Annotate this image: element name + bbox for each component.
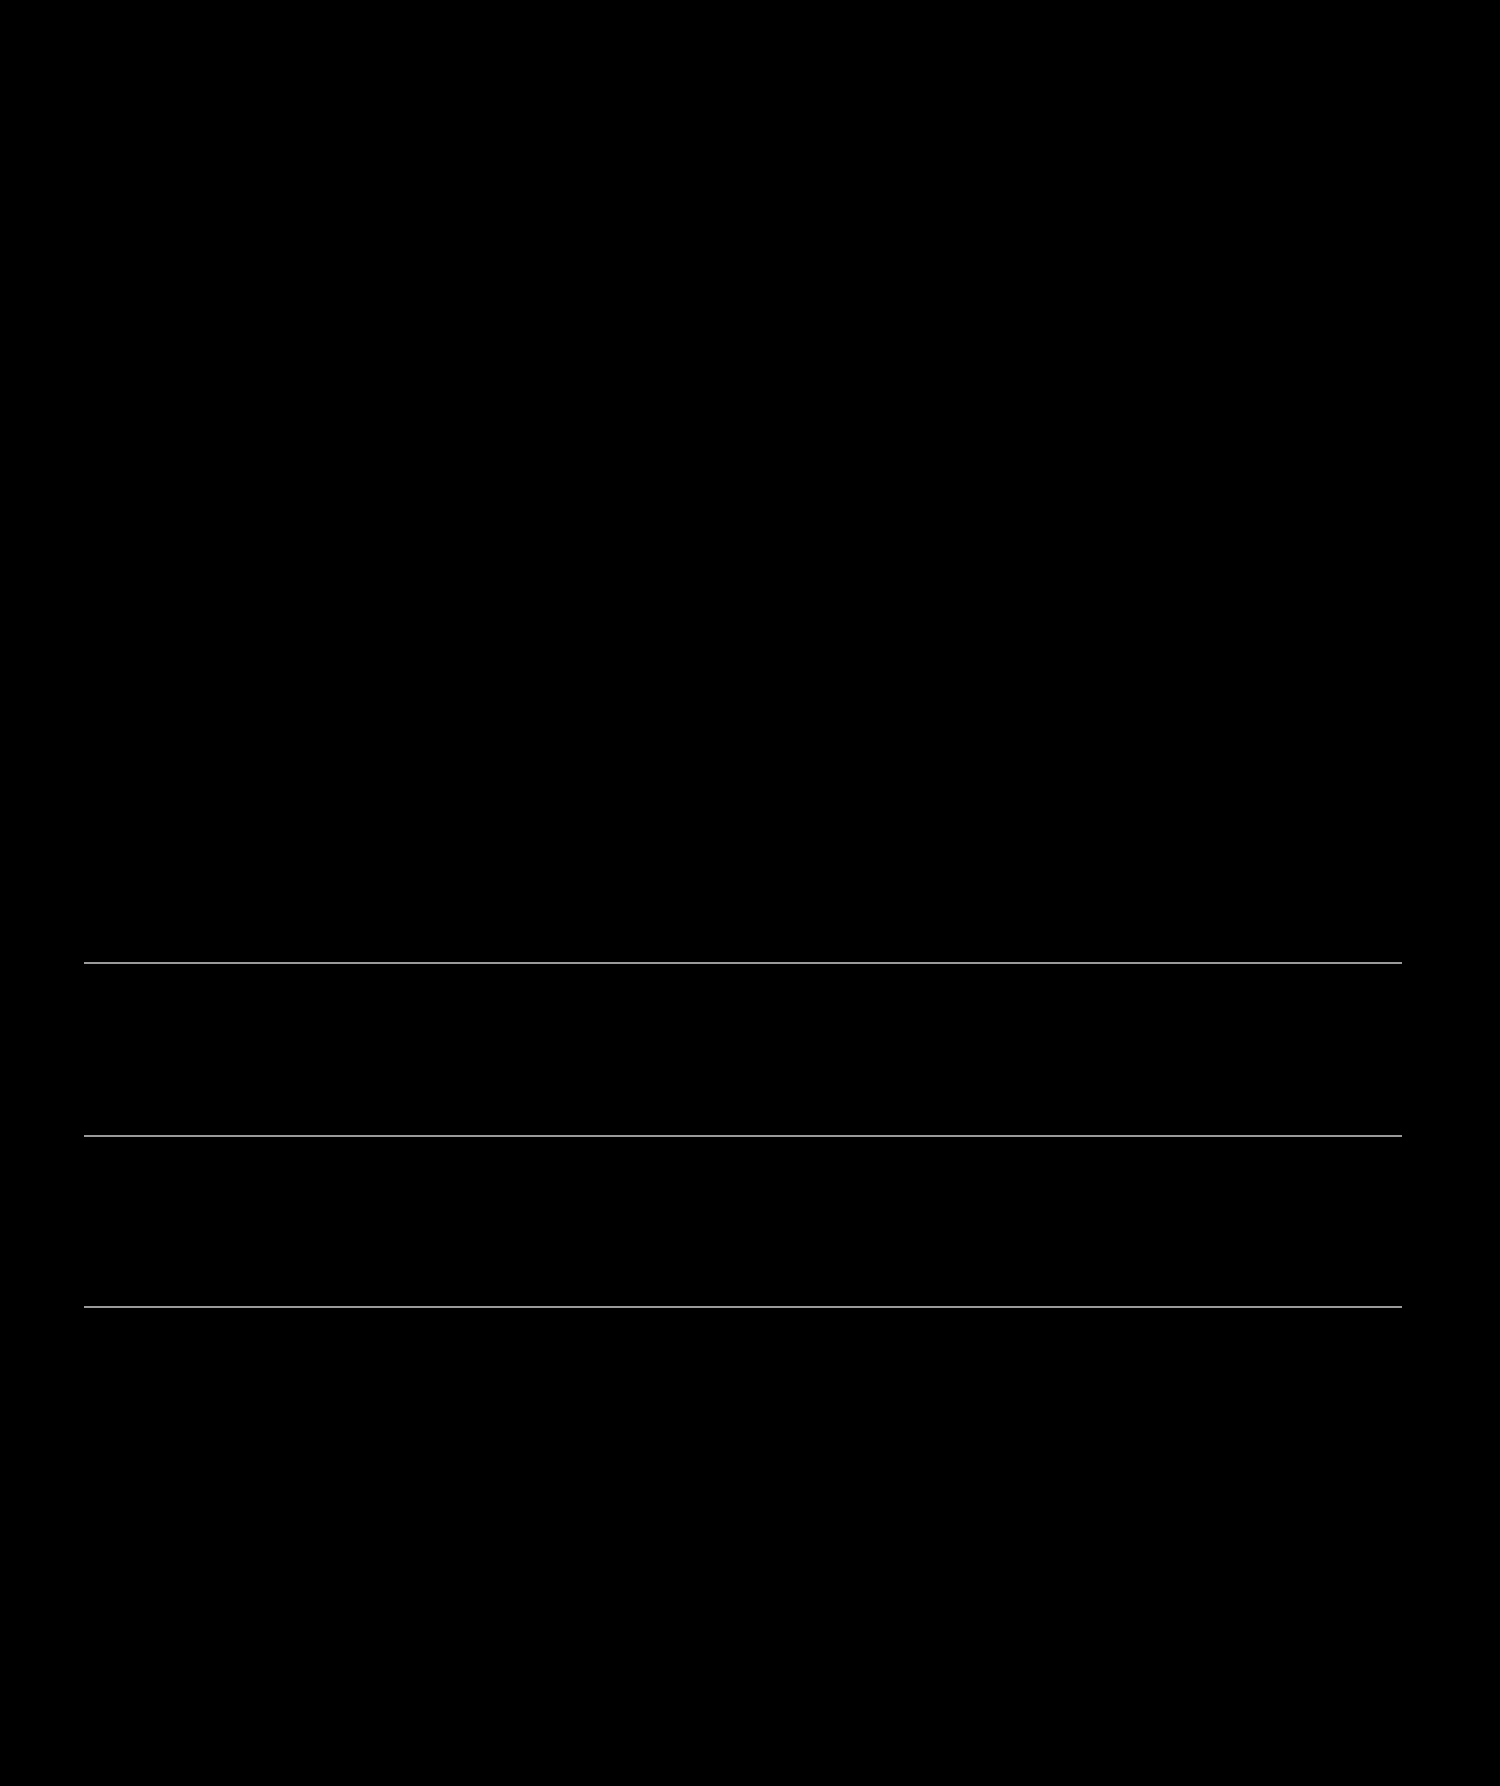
spec-divider [84, 1135, 1402, 1137]
spec-divider [84, 1306, 1402, 1308]
spec-divider [84, 962, 1402, 964]
